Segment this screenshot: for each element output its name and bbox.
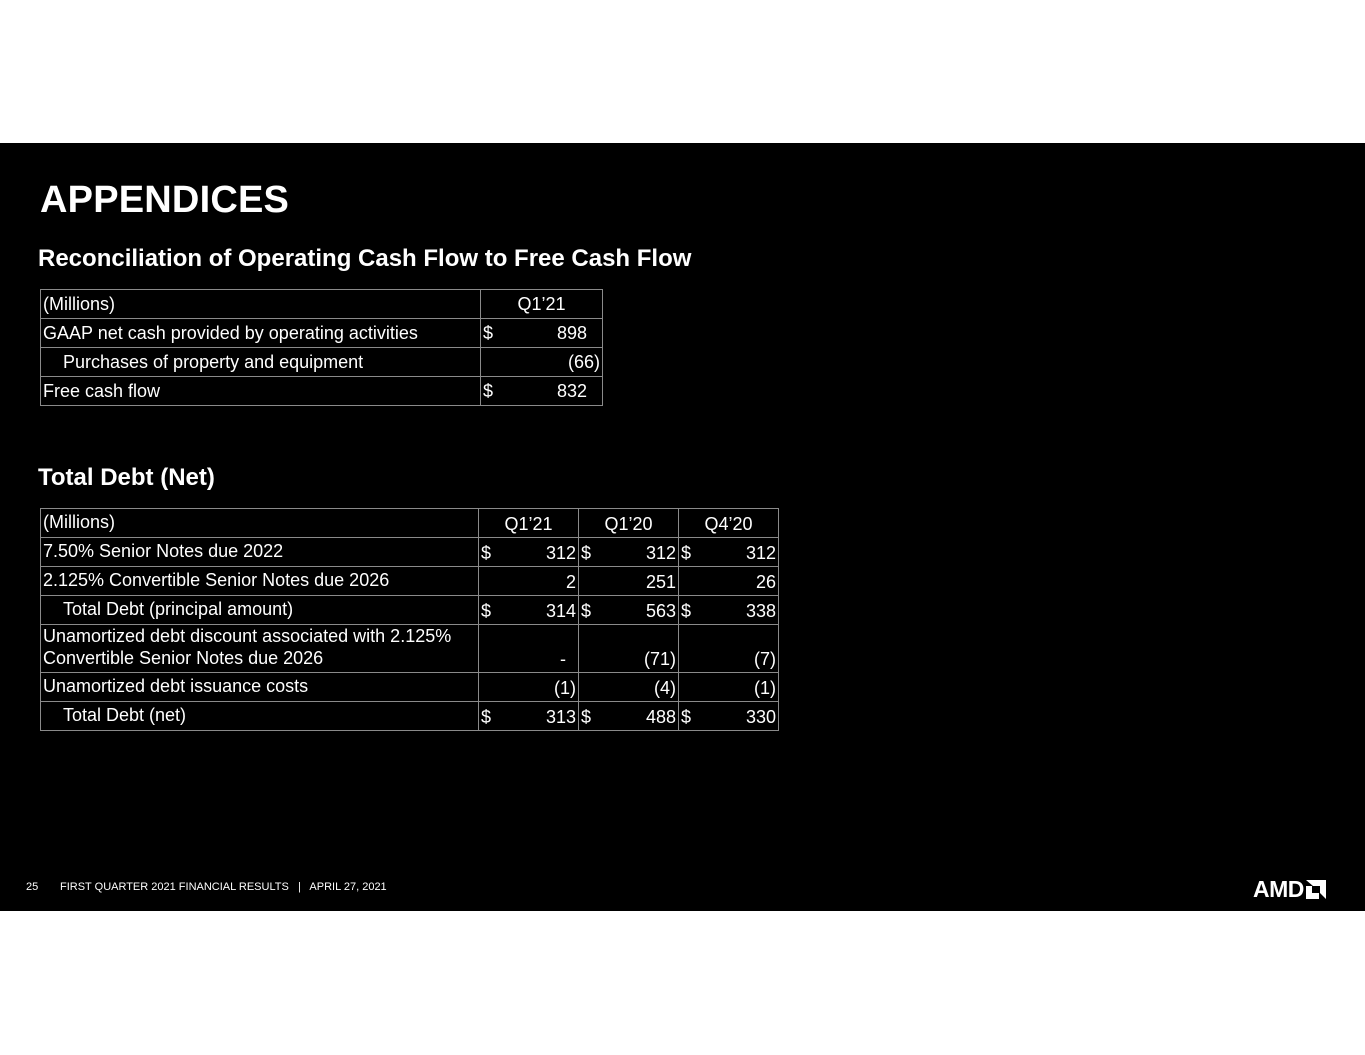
row-label: 2.125% Convertible Senior Notes due 2026: [41, 567, 479, 596]
row-value: 488: [645, 707, 676, 727]
table-row: [41, 348, 603, 377]
cash-flow-table: [40, 289, 603, 406]
row-value: (71): [643, 649, 676, 669]
header-col: Q1’21: [479, 509, 579, 538]
dollar-sign: $: [681, 601, 692, 621]
dollar-sign: $: [681, 543, 692, 563]
amd-arrow-icon: [1306, 880, 1326, 899]
row-value: 312: [545, 543, 576, 563]
footer-text: [60, 881, 387, 893]
row-value: 832: [556, 380, 587, 401]
table-header-row: [41, 290, 603, 319]
table-row: [41, 625, 779, 673]
row-value-cell: [479, 702, 579, 731]
footer: [26, 881, 387, 893]
footer-title: FIRST QUARTER 2021 FINANCIAL RESULTS: [60, 881, 289, 893]
header-col: Q4’20: [679, 509, 779, 538]
row-value: 26: [755, 572, 776, 592]
row-value: 314: [545, 601, 576, 621]
table-row: [41, 538, 779, 567]
logo-text: AMD: [1253, 875, 1304, 902]
row-value: 312: [645, 543, 676, 563]
row-value-cell: [479, 625, 579, 673]
row-value: (66): [567, 351, 600, 372]
dollar-sign: $: [581, 601, 592, 621]
row-value-cell: [579, 673, 679, 702]
row-value-cell: [479, 596, 579, 625]
row-value-cell: [479, 673, 579, 702]
dollar-sign: $: [481, 707, 492, 727]
page-number: 25: [26, 881, 39, 893]
total-debt-table: [40, 508, 779, 731]
row-value-cell: [481, 319, 603, 348]
footer-date: APRIL 27, 2021: [309, 881, 387, 893]
row-value: 330: [745, 707, 776, 727]
slide: [0, 143, 1365, 911]
dollar-sign: $: [581, 543, 592, 563]
amd-logo: [1253, 877, 1326, 901]
debt-table-body: [41, 538, 779, 731]
footer-separator: |: [298, 881, 301, 893]
slide-title: APPENDICES: [40, 179, 290, 221]
row-value: (1): [754, 678, 776, 698]
row-value: 338: [745, 601, 776, 621]
row-value-cell: [679, 673, 779, 702]
row-label: 7.50% Senior Notes due 2022: [41, 538, 479, 567]
row-label: Free cash flow: [41, 377, 481, 406]
table-row: [41, 596, 779, 625]
header-col: Q1’20: [579, 509, 679, 538]
section-title-cash-flow: Reconciliation of Operating Cash Flow to Free Cash Flow: [38, 245, 692, 272]
table-row: [41, 567, 779, 596]
row-value: 251: [645, 572, 676, 592]
row-value: 313: [545, 707, 576, 727]
section-title-total-debt: Total Debt (Net): [38, 464, 215, 491]
row-label: GAAP net cash provided by operating activities: [41, 319, 481, 348]
row-value: (1): [554, 678, 576, 698]
row-value-cell: [679, 702, 779, 731]
row-label: Total Debt (net): [41, 702, 479, 731]
row-value-cell: [579, 567, 679, 596]
row-value: (7): [754, 649, 776, 669]
row-label: Unamortized debt issuance costs: [41, 673, 479, 702]
row-value-cell: [679, 538, 779, 567]
dollar-sign: $: [681, 707, 692, 727]
row-value: (4): [654, 678, 676, 698]
row-value-cell: [579, 625, 679, 673]
row-value: 312: [745, 543, 776, 563]
dollar-sign: $: [581, 707, 592, 727]
dollar-sign: $: [483, 380, 494, 401]
table-row: [41, 319, 603, 348]
row-value-cell: [481, 348, 603, 377]
row-value-cell: [579, 596, 679, 625]
row-value-cell: [679, 596, 779, 625]
row-value: 2: [565, 572, 576, 592]
table-row: [41, 702, 779, 731]
row-label: Purchases of property and equipment: [41, 348, 481, 377]
row-value-cell: [579, 702, 679, 731]
dollar-sign: $: [483, 322, 494, 343]
row-value-cell: [481, 377, 603, 406]
row-value: 898: [556, 322, 587, 343]
header-label: (Millions): [41, 509, 479, 538]
row-label: Total Debt (principal amount): [41, 596, 479, 625]
row-value-cell: [679, 625, 779, 673]
header-col: Q1’21: [481, 290, 603, 319]
header-label: (Millions): [41, 290, 481, 319]
row-value-cell: [479, 567, 579, 596]
row-value-cell: [579, 538, 679, 567]
row-value-cell: [479, 538, 579, 567]
row-label: Unamortized debt discount associated with 2.125% Convertible Senior Notes due 2026: [41, 625, 479, 673]
table-row: [41, 673, 779, 702]
row-value: -: [560, 649, 566, 669]
dollar-sign: $: [481, 543, 492, 563]
row-value: 563: [645, 601, 676, 621]
row-value-cell: [679, 567, 779, 596]
table-row: [41, 377, 603, 406]
table-header-row: [41, 509, 779, 538]
dollar-sign: $: [481, 601, 492, 621]
